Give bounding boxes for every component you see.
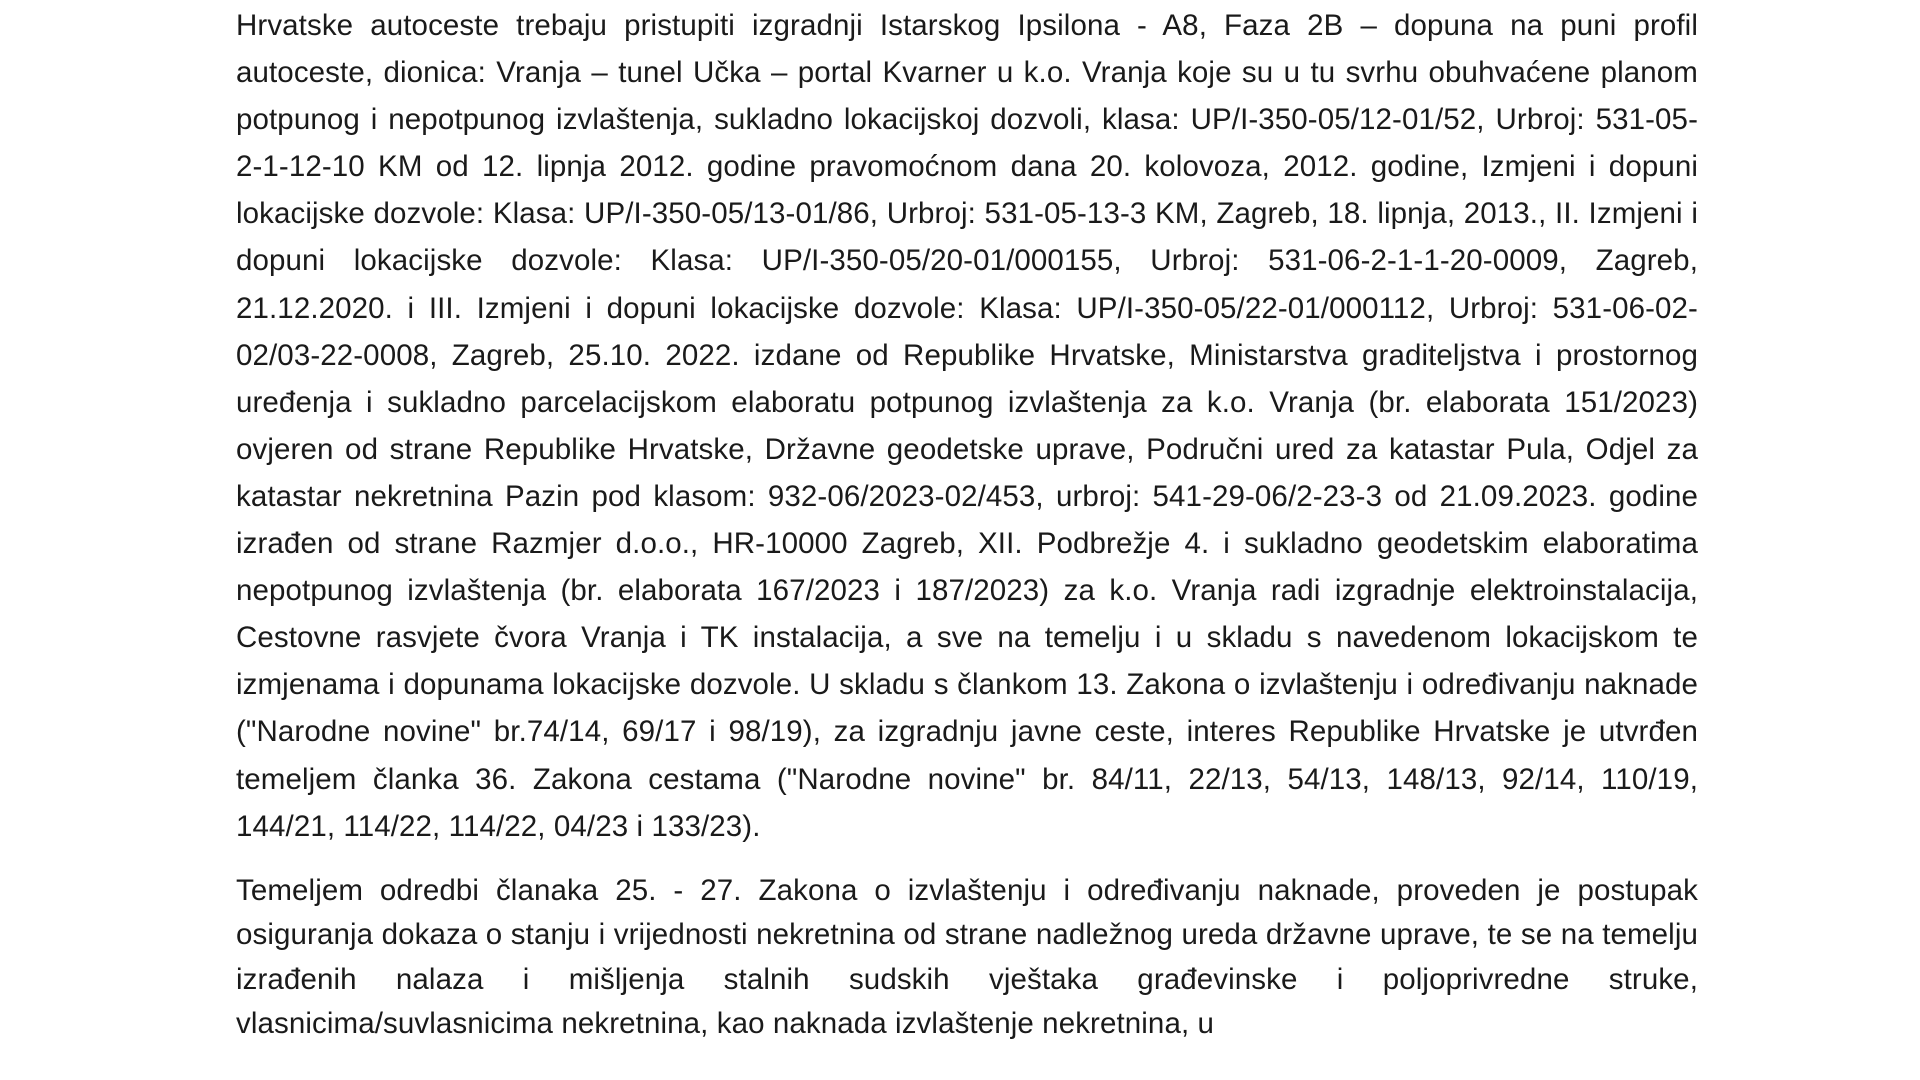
paragraph-expropriation-basis: Hrvatske autoceste trebaju pristupiti izgradnji Istarskog Ipsilona - A8, Faza 2B – dopuna na puni profil autoceste, dionica: Vranja – tunel Učka – portal Kvarner u k.o. Vranja koje su u tu svrhu obuhvaćene planom potpunog i nepotpunog izvlaštenja, sukladno lokacijskoj dozvoli, klasa: UP/I-350-05/12-01/52, Urbroj: 531-05-2-1-12-10 KM od 12. lipnja 2012. godine pravomoćnom dana 20. kolovoza, 2012. godine, Izmjeni i dopuni lokacijske dozvole: Klasa: UP/I-350-05/13-01/86, Urbroj: 531-05-13-3 KM, Zagreb, 18. lipnja, 2013., II. Izmjeni i dopuni lokacijske dozvole: Klasa: UP/I-350-05/20-01/000155, Urbroj: 531-06-2-1-1-20-0009, Zagreb, 21.12.2020. i III. Izmjeni i dopuni lokacijske dozvole: Klasa: UP/I-350-05/22-01/000112, Urbroj: 531-06-02-02/03-22-0008, Zagreb, 25.10. 2022. izdane od Republike Hrvatske, Ministarstva graditeljstva i prostornog uređenja i sukladno parcelacijskom elaboratu potpunog izvlaštenja za k.o. Vranja (br. elaborata 151/2023) ovjeren od strane Republike Hrvatske, Državne geodetske uprave, Područni ured za katastar Pula, Odjel za katastar nekretnina Pazin pod klasom: 932-06/2023-02/453, urbroj: 541-29-06/2-23-3 od 21.09.2023. godine izrađen od strane Razmjer d.o.o., HR-10000 Zagreb, XII. Podbrežje 4. i sukladno geodetskim elaboratima nepotpunog izvlaštenja (br. elaborata 167/2023 i 187/2023) za k.o. Vranja radi izgradnje elektroinstalacija, Cestovne rasvjete čvora Vranja i TK instalacija, a sve na temelju i u skladu s navedenom lokacijskom te izmjenama i dopunama lokacijske dozvole. U skladu s člankom 13. Zakona o izvlaštenju i određivanju naknade ("Narodne novine" br.74/14, 69/17 i 98/19), za izgradnju javne ceste, interes Republike Hrvatske je utvrđen temeljem članka 36. Zakona cestama ("Narodne novine" br. 84/11, 22/13, 54/13, 148/13, 92/14, 110/19, 144/21, 114/22, 114/22, 04/23 i 133/23). bbox=[236, 9, 1698, 843]
document-body bbox=[236, 2, 1698, 1047]
paragraph-evidence-procedure: Temeljem odredbi članaka 25. - 27. Zakona o izvlaštenju i određivanju naknade, proveden je postupak osiguranja dokaza o stanju i vrijednosti nekretnina od strane nadležnog ureda državne uprave, te se na temelju izrađenih nalaza i mišljenja stalnih sudskih vještaka građevinske i poljoprivredne struke, vlasnicima/suvlasnicima nekretnina, kao naknada izvlaštenje nekretnina, u bbox=[236, 873, 1698, 1041]
